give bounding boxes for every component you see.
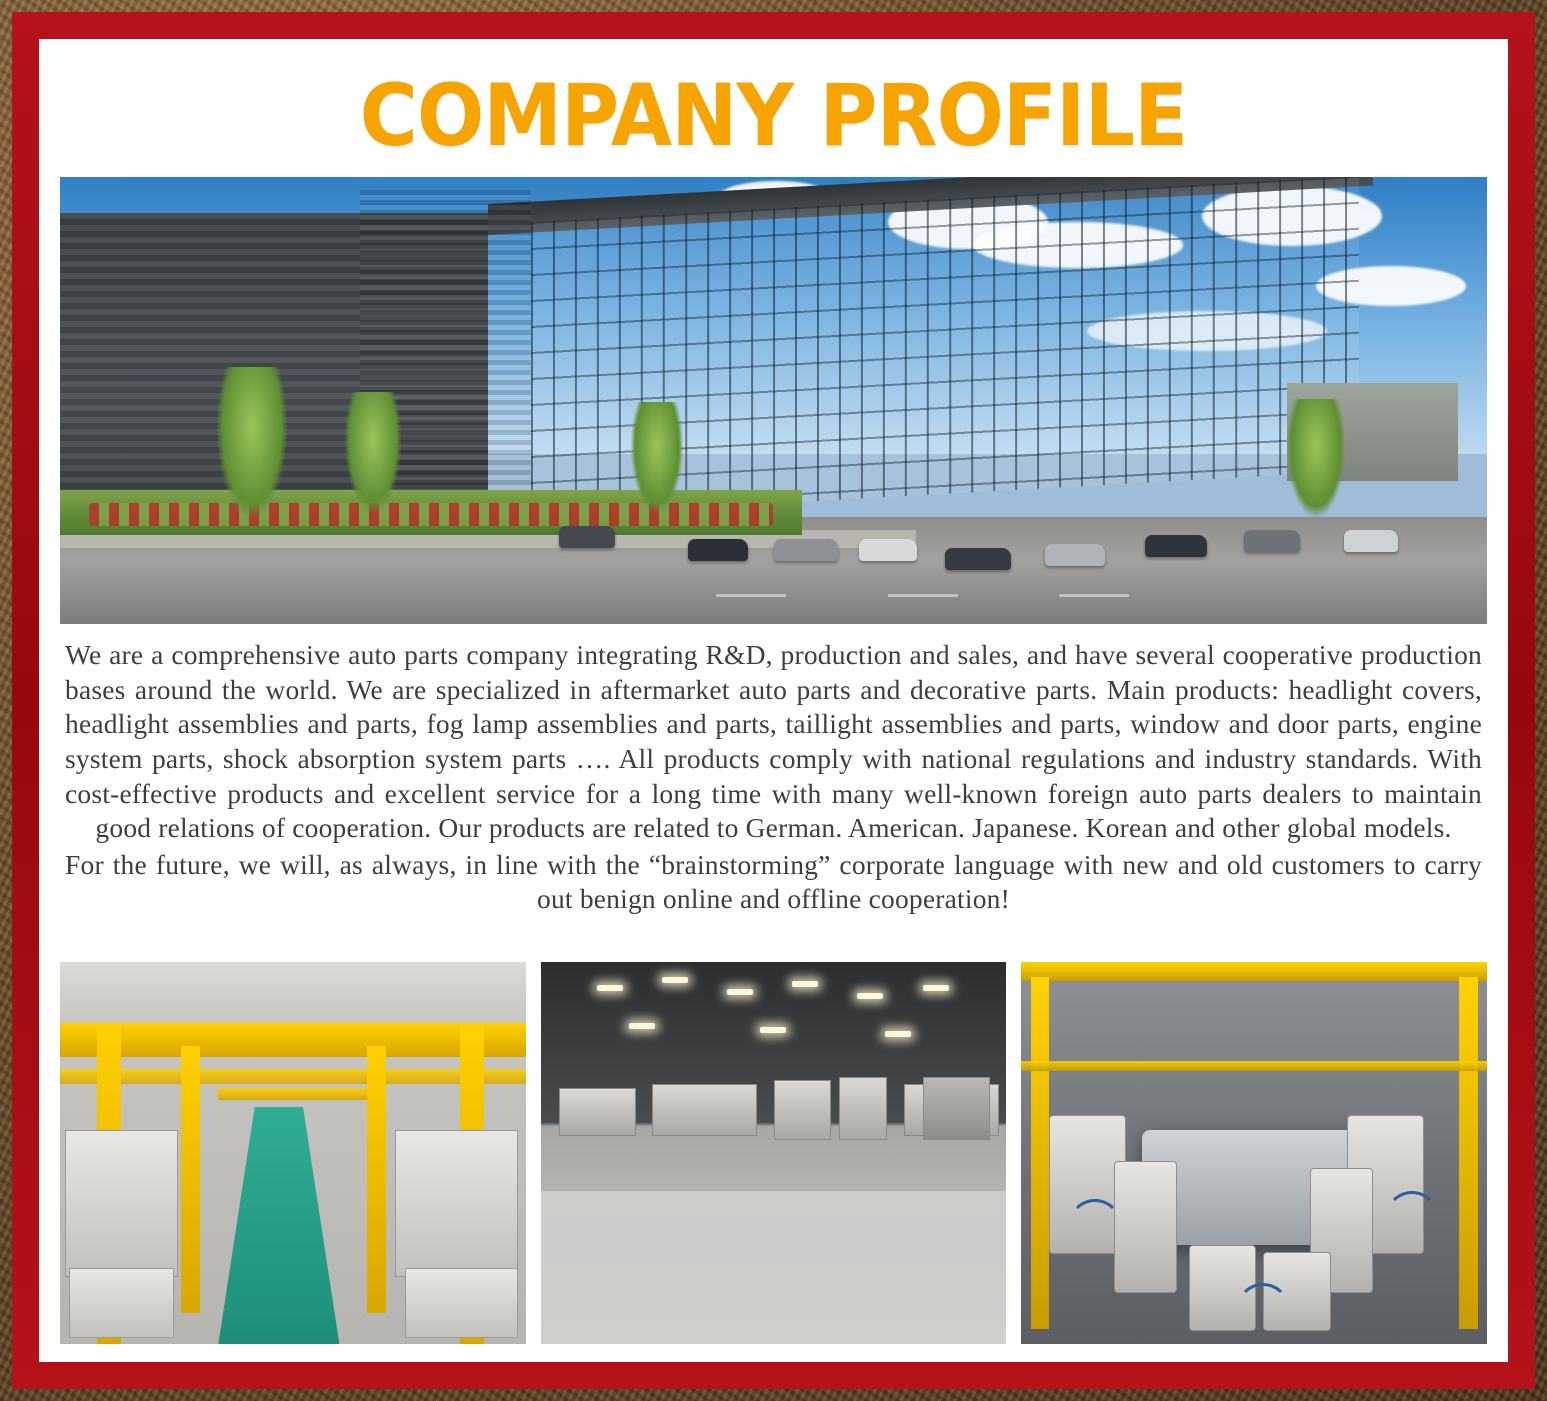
gantry-column (367, 1046, 386, 1313)
cell-frame-post (1459, 977, 1478, 1328)
car-shape (1045, 544, 1105, 566)
tree-shape (345, 392, 401, 512)
profile-description (65, 638, 1482, 917)
factory-exterior-photo (60, 177, 1487, 624)
robotic-welding-photo (1021, 962, 1487, 1344)
ceiling-light (760, 1027, 786, 1033)
ceiling-light (923, 985, 949, 991)
paragraph-closing: For the future, we will, as always, in line with the “brainstorming” corporate language with new and old customers to carry out benign online and offline cooperation! (65, 848, 1482, 915)
cable-loop (1236, 1283, 1290, 1337)
cell-frame-post (1031, 977, 1050, 1328)
ceiling-light (597, 985, 623, 991)
tree-shape (631, 402, 683, 512)
ceiling-light (792, 981, 818, 987)
equipment-cabinet (69, 1268, 173, 1339)
cell-frame-rail (1021, 1061, 1487, 1071)
car-shape (1344, 530, 1398, 552)
gantry-rail (218, 1088, 367, 1099)
car-shape (688, 539, 748, 561)
conveyor-aisle (218, 1107, 339, 1344)
paragraph-main: We are a comprehensive auto parts company integrating R&D, production and sales, and have several cooperative production bases around the world. We are specialized in aftermarket auto parts and decorative parts. Main products: headlight covers, headlight assemblies and parts, fog lamp assemblies and parts, taillight assemblies and parts, window and door parts, engine system parts, shock absorption system parts …. All products comply with national regulations and industry standards. With cost-effective products and excellent service for a long time with many well-known foreign auto parts dealers to maintain good relations of cooperation. Our products are related to German. American. Japanese. Korean and other global models. (65, 639, 1482, 844)
gantry-beam (60, 1069, 526, 1084)
equipment-rack (65, 1130, 179, 1277)
machine-unit (559, 1088, 636, 1136)
parking-stripe (888, 594, 958, 597)
machine-unit (774, 1080, 832, 1139)
car-shape (1145, 535, 1207, 557)
parking-stripe (716, 594, 786, 597)
gantry-column (181, 1046, 200, 1313)
ceiling-light (662, 977, 688, 983)
content-card (39, 39, 1508, 1362)
production-line-photo (60, 962, 526, 1344)
ceiling-light (857, 993, 883, 999)
tree-shape (217, 367, 287, 517)
gantry-beam (60, 1023, 526, 1057)
factory-floor-photo (541, 962, 1007, 1344)
ceiling-light (727, 989, 753, 995)
page-title: COMPANY PROFILE (359, 66, 1188, 166)
car-shape (859, 539, 917, 561)
car-shape (774, 539, 838, 561)
overhead-rail (1021, 962, 1487, 981)
equipment-rack (395, 1130, 518, 1277)
red-border-frame (12, 12, 1535, 1389)
ceiling-light (629, 1023, 655, 1029)
support-column (839, 1077, 888, 1140)
cable-loop (1385, 1191, 1439, 1245)
equipment-cabinet (405, 1268, 519, 1339)
parking-stripe (1059, 594, 1129, 597)
floor-reflection (541, 1191, 1007, 1344)
tree-shape (1287, 399, 1345, 517)
car-shape (1244, 530, 1300, 552)
cable-loop (1068, 1199, 1122, 1253)
car-shape (945, 548, 1011, 570)
car-shape (559, 526, 615, 548)
photo-gallery (60, 962, 1487, 1344)
machine-unit (652, 1084, 756, 1136)
ceiling-light (885, 1031, 911, 1037)
storage-rack (923, 1077, 990, 1140)
welding-robot (1114, 1161, 1177, 1293)
